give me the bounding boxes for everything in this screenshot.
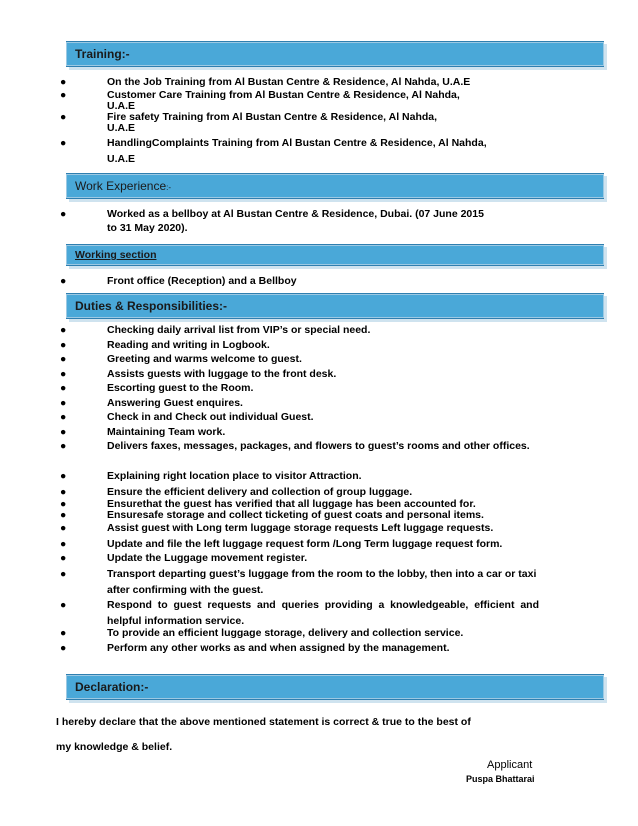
bullet: ● (60, 440, 67, 452)
bullet: ● (60, 368, 67, 380)
duty-item: Explaining right location place to visitor Attraction. (107, 470, 362, 482)
training-item-2: Customer Care Training from Al Bustan Centre & Residence, Al Nahda, (107, 89, 460, 101)
bullet: ● (60, 627, 67, 639)
duty-item: Update and file the left luggage request form /Long Term luggage request form. (107, 538, 503, 550)
duty-item: Transport departing guest’s luggage from the room to the lobby, then into a car or taxi after confirming with the guest. (107, 568, 537, 596)
bullet: ● (60, 538, 67, 550)
training-item-3-cont: U.A.E (107, 122, 136, 134)
signature-label: Applicant (487, 759, 533, 771)
bullet: ● (60, 76, 67, 88)
duty-item: To provide an efficient luggage storage, delivery and collection service. (107, 627, 464, 639)
working-section-item-1: Front office (Reception) and a Bellboy (107, 275, 297, 287)
bullet: ● (60, 397, 67, 409)
duty-item: Greeting and warms welcome to guest. (107, 353, 302, 365)
bullet: ● (60, 111, 67, 123)
duty-item: Answering Guest enquires. (107, 397, 243, 409)
declaration-text-line-1: I hereby declare that the above mentioned statement is correct & true to the best of (56, 716, 471, 728)
duties-heading: Duties & Responsibilities:- (75, 299, 228, 313)
duty-item: Ensure the efficient delivery and collection of group luggage. (107, 486, 413, 498)
working-section-heading: Working section (75, 249, 157, 261)
bullet: ● (60, 599, 67, 611)
work-experience-suffix: :- (166, 183, 172, 192)
bullet: ● (60, 137, 67, 149)
training-item-2-cont: U.A.E (107, 100, 136, 112)
duty-item: Update the Luggage movement register. (107, 552, 308, 564)
bullet: ● (60, 486, 67, 498)
bullet: ● (60, 498, 67, 510)
duties-header (66, 293, 604, 319)
bullet: ● (60, 208, 67, 220)
bullet: ● (60, 568, 67, 580)
bullet: ● (60, 522, 67, 534)
training-item-4-cont: U.A.E (107, 153, 136, 165)
bullet: ● (60, 353, 67, 365)
work-experience-heading (75, 179, 171, 193)
bullet: ● (60, 324, 67, 336)
training-item-1: On the Job Training from Al Bustan Centre & Residence, Al Nahda, U.A.E (107, 76, 471, 88)
bullet: ● (60, 339, 67, 351)
work-experience-title: Work Experience (75, 179, 167, 193)
bullet: ● (60, 89, 67, 101)
bullet: ● (60, 382, 67, 394)
work-experience-header (66, 173, 604, 199)
duty-item: Assist guest with Long term luggage storage requests Left luggage requests. (107, 522, 494, 534)
duty-item: Ensuresafe storage and collect ticketing of guest coats and personal items. (107, 509, 484, 521)
working-section-header (66, 244, 604, 266)
training-item-4: HandlingComplaints Training from Al Bustan Centre & Residence, Al Nahda, (107, 137, 487, 149)
training-header (66, 41, 604, 67)
training-heading: Training:- (75, 47, 130, 61)
declaration-header (66, 674, 604, 700)
duty-item: Reading and writing in Logbook. (107, 339, 270, 351)
duty-item: Respond to guest requests and queries providing a knowledgeable, efficient and helpful information service. (107, 599, 539, 627)
training-item-3: Fire safety Training from Al Bustan Centre & Residence, Al Nahda, (107, 111, 438, 123)
duty-item: Perform any other works as and when assigned by the management. (107, 642, 450, 654)
bullet: ● (60, 552, 67, 564)
applicant-name: Puspa Bhattarai (466, 774, 535, 784)
duty-item: Assists guests with luggage to the front desk. (107, 368, 337, 380)
work-experience-item-1: Worked as a bellboy at Al Bustan Centre & Residence, Dubai. (07 June 2015 (107, 208, 484, 220)
bullet: ● (60, 470, 67, 482)
declaration-heading: Declaration:- (75, 680, 149, 694)
work-experience-item-1-cont: to 31 May 2020). (107, 222, 188, 234)
duty-item: Maintaining Team work. (107, 426, 226, 438)
bullet: ● (60, 275, 67, 287)
duty-item: Delivers faxes, messages, packages, and flowers to guest’s rooms and other offices. (107, 440, 530, 452)
duty-item: Check in and Check out individual Guest. (107, 411, 314, 423)
bullet: ● (60, 426, 67, 438)
bullet: ● (60, 642, 67, 654)
duty-item: Escorting guest to the Room. (107, 382, 254, 394)
duty-item: Ensurethat the guest has verified that all luggage has been accounted for. (107, 498, 476, 510)
bullet: ● (60, 411, 67, 423)
bullet: ● (60, 509, 67, 521)
duty-item: Checking daily arrival list from VIP’s or special need. (107, 324, 371, 336)
declaration-text-line-2: my knowledge & belief. (56, 741, 173, 753)
